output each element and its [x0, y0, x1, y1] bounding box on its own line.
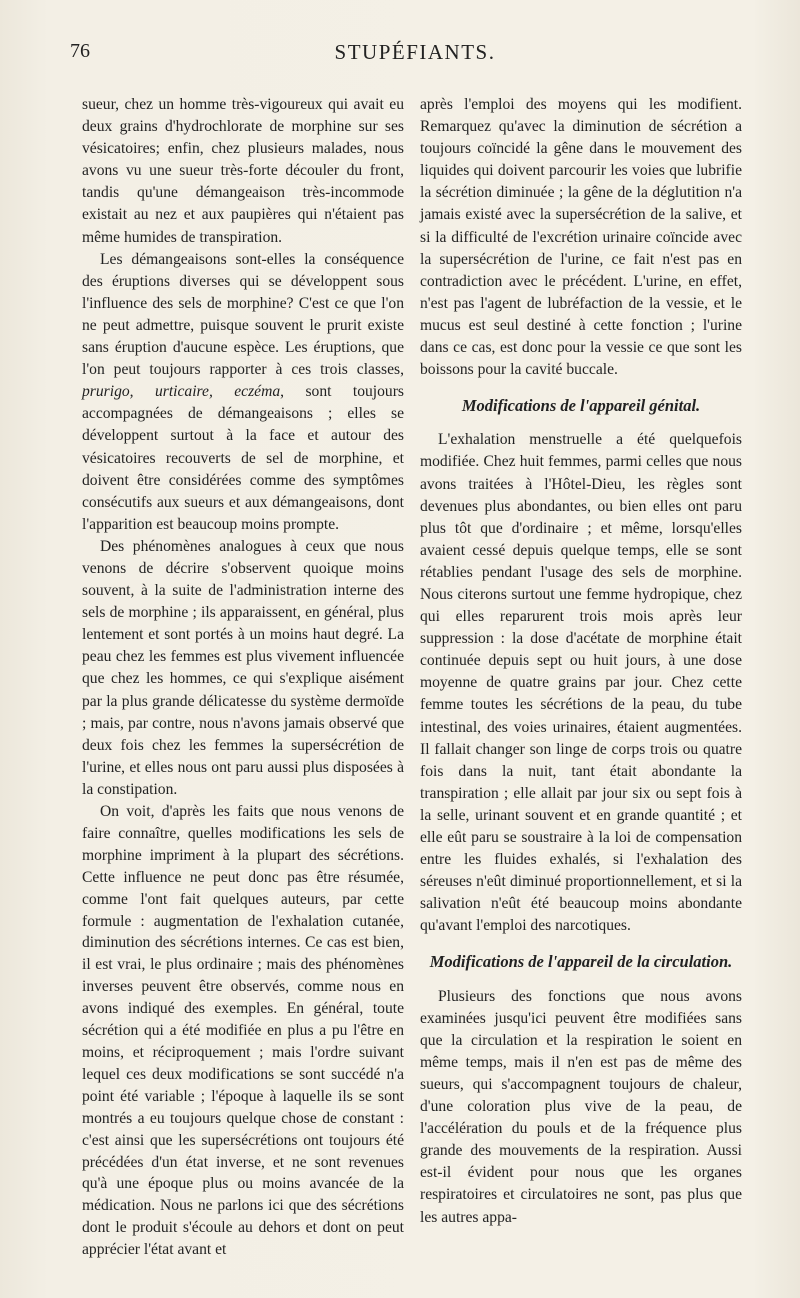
paragraph: On voit, d'après les faits que nous venons de faire connaître, quelles modifications les sels de morphine impriment à la plupart des sécrétions. Cette influence ne peut donc pas être résumée, comme l'ont fait quelques auteurs, par cette formule : augmentation de l'exhalation cutanée, diminution des sécrétions internes. Ce cas est bien, il est vrai, le plus ordinaire ; mais des phénomènes inverses peuvent être observés, comme nous en avons indiqué des exemples. En général, toute sécrétion qui a été modifiée en plus a pu l'être en moins, et réciproquement ; mais l'ordre suivant lequel ces deux modifications se sont succédé n'a point été variable ; l'époque à laquelle ils se sont montrés a eu toujours quelque chose de constant : c'est ainsi que les supersécrétions ont toujours été précédées d'un état inverse, et ne sont revenues qu'à une époque plus ou moins avancée de la médication. Nous ne parlons ici que des sécrétions dont le produit s'écoule au dehors et dont on peut apprécier l'état avant et [82, 803, 404, 1259]
running-title: STUPÉFIANTS. [334, 40, 496, 64]
right-column [420, 94, 742, 1229]
paragraph: Plusieurs des fonctions que nous avons examinées jusqu'ici peuvent être modifiées sans que la circulation et la respiration le soient en même temps, mais il n'en est pas de même des sueurs, qui s'accompagnent toujours de chaleur, d'une coloration plus vive de la peau, de l'accélération du pouls et de la fréquence plus grande des mouvements de la respiration. Aussi est-il évident pour nous que les organes respiratoires et circulatoires ne sont, pas plus que les autres appa- [420, 987, 742, 1226]
paragraph: Des phénomènes analogues à ceux que nous venons de décrire s'observent quoique moins souvent, à la suite de l'administration interne des sels de morphine ; ils apparaissent, en général, plus lentement et sont portés à un moins haut degré. La peau chez les femmes est plus vivement influencée que chez les hommes, ce qui s'explique aisément par la plus grande délicatesse du système dermoïde ; mais, par contre, nous n'avons jamais observé que deux fois chez les femmes la supersécrétion de l'urine, et elles nous ont paru aussi plus disposées à la constipation. [82, 537, 404, 798]
italic-terms: prurigo, urticaire, eczéma [82, 383, 281, 401]
paragraph-text: Les démangeaisons sont-elles la conséquence des éruptions diverses qui se développent sous l'influence des sels de morphine? C'est ce que l'on ne peut admettre, puisque souvent le prurit existe sans éruption d'aucune espèce. Les éruptions, que l'on peut toujours rapporter à ces trois classes, [82, 250, 404, 379]
paragraph: L'exhalation menstruelle a été quelquefois modifiée. Chez huit femmes, parmi celles que nous avons traitées à l'Hôtel-Dieu, les règles sont devenues plus abondantes, ou bien elles ont paru plus tôt que d'ordinaire ; et même, lorsqu'elles avaient cessé depuis quelque temps, elle se sont rétablies pendant l'usage des sels de morphine. Nous citerons surtout une femme hydropique, chez qui elles reparurent trois mois après leur suppression : la dose d'acétate de morphine était continuée depuis sept ou huit jours, à une dose moyenne de quatre grains par jour. Chez cette femme toutes les sécrétions de la peau, du tube intestinal, des voies urinaires, étaient augmentées. Il fallait changer son linge de corps trois ou quatre fois dans la nuit, tant était abondante la transpiration ; elle allait par jour six ou sept fois à la selle, urinant souvent et en grande quantité ; et elle eût paru se soustraire à la loi de compensation entre les fluides exhalés, si l'exhalation des séreuses n'eût diminué proportionnellement, et si la salivation n'eût été beaucoup moins abondante qu'avant l'emploi des narcotiques. [420, 431, 742, 935]
section-heading: Modifications de l'appareil de la circulation. [429, 952, 733, 972]
left-column [82, 94, 404, 1261]
paragraph: sueur, chez un homme très-vigoureux qui avait eu deux grains d'hydrochlorate de morphine sur ses vésicatoires; enfin, chez plusieurs malades, nous avons vu une sueur très-forte découler du front, tandis qu'une démangeaison très-incommode existait au nez et aux paupières qui n'étaient pas même humides de transpiration. [82, 96, 404, 246]
paragraph [82, 249, 404, 536]
paragraph: après l'emploi des moyens qui les modifient. Remarquez qu'avec la diminution de sécrétion a toujours coïncidé la gêne dans le mouvement des liquides qui doivent parcourir les voies que lubrifie la sécrétion diminuée ; la gêne de la déglutition n'a jamais existé avec la supersécrétion de la salive, et si la difficulté de l'excrétion urinaire coïncide avec la supersécrétion de l'urine, ce fait n'est pas en contradiction avec le précédent. L'urine, en effet, n'est pas l'agent de lubréfaction de la vessie, et le mucus est seul destiné à cette fonction ; l'urine dans ce cas, est donc pour la vessie ce que sont les boissons pour la cavité buccale. [420, 96, 742, 379]
paragraph-text: , sont toujours accompagnées de démangeaisons ; elles se développent surtout à la face et autour des vésicatoires recouverts de sel de morphine, et doivent être considérées comme des symptômes consécutifs aux sueurs et aux démangeaisons, dont l'apparition est beaucoup moins prompte. [82, 383, 404, 533]
section-heading: Modifications de l'appareil génital. [461, 396, 701, 416]
running-head [70, 40, 760, 70]
page-number: 76 [70, 40, 90, 62]
